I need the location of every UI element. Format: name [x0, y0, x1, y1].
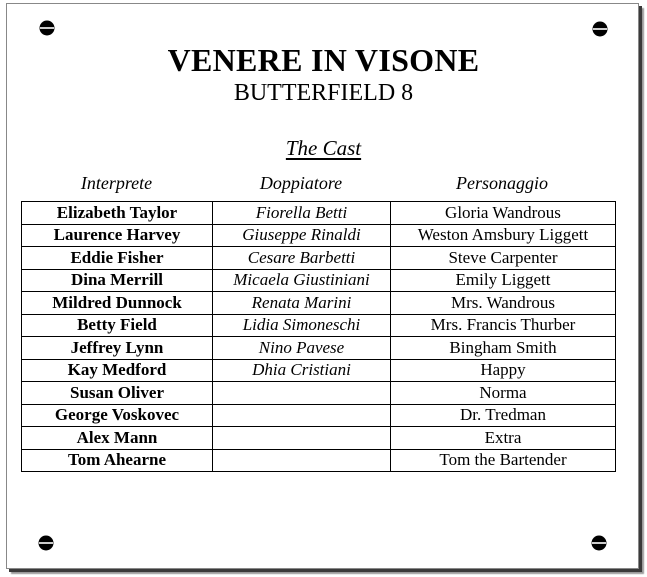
dubber-cell — [213, 404, 391, 427]
table-row — [22, 427, 616, 450]
actor-cell: Tom Ahearne — [22, 449, 213, 472]
character-cell: Norma — [391, 382, 616, 405]
table-row — [22, 202, 616, 225]
dubber-cell: Giuseppe Rinaldi — [213, 224, 391, 247]
actor-cell: Alex Mann — [22, 427, 213, 450]
dubber-cell: Lidia Simoneschi — [213, 314, 391, 337]
plaque-title: VENERE IN VISONE — [167, 42, 480, 78]
character-cell: Gloria Wandrous — [391, 202, 616, 225]
cast-plaque — [6, 3, 639, 569]
table-row — [22, 224, 616, 247]
cast-table — [21, 201, 616, 472]
table-row — [22, 292, 616, 315]
actor-cell: Jeffrey Lynn — [22, 337, 213, 360]
screw-icon — [592, 21, 608, 37]
character-cell: Mrs. Wandrous — [391, 292, 616, 315]
character-cell: Happy — [391, 359, 616, 382]
column-header-doppiatore: Doppiatore — [259, 173, 343, 193]
actor-cell: Eddie Fisher — [22, 247, 213, 270]
table-row — [22, 269, 616, 292]
character-cell: Extra — [391, 427, 616, 450]
table-row — [22, 337, 616, 360]
actor-cell: Kay Medford — [22, 359, 213, 382]
table-row — [22, 404, 616, 427]
actor-cell: Laurence Harvey — [22, 224, 213, 247]
dubber-cell — [213, 449, 391, 472]
plaque-subtitle: BUTTERFIELD 8 — [233, 80, 414, 106]
dubber-cell: Dhia Cristiani — [213, 359, 391, 382]
character-cell: Emily Liggett — [391, 269, 616, 292]
cast-heading: The Cast — [285, 136, 362, 160]
screw-icon — [38, 535, 54, 551]
column-header-interprete: Interprete — [80, 173, 153, 193]
actor-cell: Susan Oliver — [22, 382, 213, 405]
dubber-cell: Fiorella Betti — [213, 202, 391, 225]
character-cell: Bingham Smith — [391, 337, 616, 360]
actor-cell: Dina Merrill — [22, 269, 213, 292]
character-cell: Steve Carpenter — [391, 247, 616, 270]
dubber-cell — [213, 382, 391, 405]
actor-cell: Mildred Dunnock — [22, 292, 213, 315]
character-cell: Dr. Tredman — [391, 404, 616, 427]
dubber-cell: Cesare Barbetti — [213, 247, 391, 270]
column-header-personaggio: Personaggio — [456, 173, 548, 193]
character-cell: Mrs. Francis Thurber — [391, 314, 616, 337]
table-row — [22, 247, 616, 270]
actor-cell: George Voskovec — [22, 404, 213, 427]
dubber-cell: Nino Pavese — [213, 337, 391, 360]
dubber-cell — [213, 427, 391, 450]
dubber-cell: Micaela Giustiniani — [213, 269, 391, 292]
screw-icon — [39, 20, 55, 36]
table-row — [22, 359, 616, 382]
character-cell: Tom the Bartender — [391, 449, 616, 472]
screw-icon — [591, 535, 607, 551]
character-cell: Weston Amsbury Liggett — [391, 224, 616, 247]
table-row — [22, 314, 616, 337]
actor-cell: Betty Field — [22, 314, 213, 337]
table-row — [22, 449, 616, 472]
dubber-cell: Renata Marini — [213, 292, 391, 315]
actor-cell: Elizabeth Taylor — [22, 202, 213, 225]
table-row — [22, 382, 616, 405]
